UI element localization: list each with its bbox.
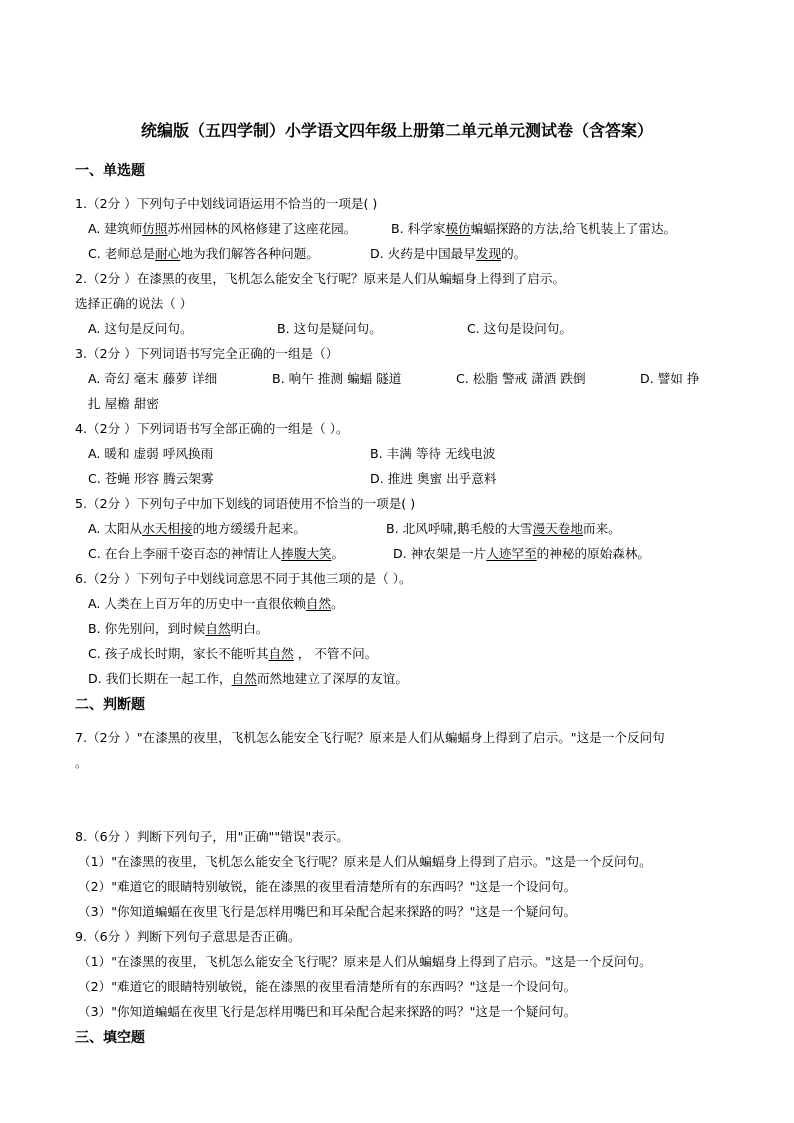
question-1-option-b: B. 科学家模仿蝙蝠探路的方法,给飞机装上了雷达。	[391, 221, 677, 236]
question-3-option-a: A. 奇幻 毫末 藤萝 详细	[88, 371, 218, 386]
question-2-stem: 2.（2分 ）在漆黑的夜里，飞机怎么能安全飞行呢？原来是人们从蝙蝠身上得到了启示。	[75, 271, 566, 286]
question-5-option-a: A. 太阳从水天相接的地方缓缓升起来。	[88, 521, 306, 536]
question-9-item-3: （3）"你知道蝙蝠在夜里飞行是怎样用嘴巴和耳朵配合起来探路的吗？"这是一个疑问句。	[78, 1004, 577, 1019]
question-9-item-1: （1）"在漆黑的夜里，飞机怎么能安全飞行呢？原来是人们从蝙蝠身上得到了启示。"这是一个反问句。	[78, 954, 652, 969]
question-6-stem: 6.（2分 ）下列句子中划线词意思不同于其他三项的是（ ）。	[75, 571, 412, 586]
question-2-option-a: A. 这句是反问句。	[88, 321, 193, 336]
question-5-stem: 5.（2分 ）下列句子中加下划线的词语使用不恰当的一项是( )	[75, 496, 416, 511]
question-1-stem: 1.（2分 ）下列句子中划线词语运用不恰当的一项是( )	[75, 196, 378, 211]
question-6-option-b: B. 你先别问，到时候自然明白。	[88, 621, 269, 636]
question-4-option-c: C. 苍蝇 形容 腾云架雾	[88, 471, 214, 486]
question-1-option-d: D. 火药是中国最早发现的。	[370, 246, 527, 261]
question-2-option-b: B. 这句是疑问句。	[277, 321, 382, 336]
section-heading-single-choice: 一、单选题	[75, 163, 145, 179]
question-4-option-d: D. 推进 奥蜜 出乎意料	[370, 471, 497, 486]
question-2-stem-line2: 选择正确的说法（ ）	[75, 296, 193, 311]
question-1-option-a: A. 建筑师仿照苏州园林的风格修建了这座花园。	[88, 221, 357, 236]
question-5-option-d: D. 神农架是一片人迹罕至的神秘的原始森林。	[393, 546, 650, 561]
question-3-option-b: B. 响午 推测 蝙蝠 隧道	[272, 371, 402, 386]
question-7-stem: 7.（2分 ）"在漆黑的夜里，飞机怎么能安全飞行呢？原来是人们从蝙蝠身上得到了启示。"这是一个反问句	[75, 730, 665, 745]
question-6-option-a: A. 人类在上百万年的历史中一直很依赖自然。	[88, 596, 344, 611]
question-3-stem: 3.（2分 ）下列词语书写完全正确的一组是（）	[75, 346, 339, 361]
question-4-option-a: A. 暖和 虚弱 呼风换雨	[88, 446, 214, 461]
section-heading-true-false: 二、判断题	[75, 697, 145, 713]
question-6-option-c: C. 孩子成长时期，家长不能听其自然 ， 不管不问。	[88, 646, 378, 661]
section-heading-fill-in: 三、填空题	[75, 1030, 145, 1046]
question-3-option-d: D. 譬如 挣	[640, 371, 700, 386]
question-5-option-c: C. 在台上李丽千姿百态的神情让人捧腹大笑。	[88, 546, 345, 561]
question-3-option-d-cont: 扎 屋檐 甜密	[88, 396, 159, 411]
question-6-option-d: D. 我们长期在一起工作，自然而然地建立了深厚的友谊。	[88, 671, 408, 686]
page-title: 统编版（五四学制）小学语文四年级上册第二单元单元测试卷（含答案）	[140, 121, 653, 140]
question-1-option-c: C. 老师总是耐心地为我们解答各种问题。	[88, 246, 319, 261]
question-8-item-2: （2）"难道它的眼睛特别敏锐，能在漆黑的夜里看清楚所有的东西吗？"这是一个设问句。	[78, 879, 577, 894]
question-9-stem: 9.（6分 ）判断下列句子意思是否正确。	[75, 929, 301, 944]
question-3-option-c: C. 松脂 警戒 潇酒 跌倒	[456, 371, 586, 386]
question-4-stem: 4.（2分 ）下列词语书写全部正确的一组是（ ）。	[75, 421, 349, 436]
question-4-option-b: B. 丰满 等待 无线电波	[370, 446, 496, 461]
question-8-stem: 8.（6分 ）判断下列句子，用"正确""错误"表示。	[75, 829, 349, 844]
question-7-stem-line2: 。	[75, 755, 88, 770]
question-8-item-1: （1）"在漆黑的夜里，飞机怎么能安全飞行呢？原来是人们从蝙蝠身上得到了启示。"这是一个反问句。	[78, 854, 652, 869]
question-5-option-b: B. 北风呼啸,鹅毛般的大雪漫天卷地而来。	[386, 521, 621, 536]
question-2-option-c: C. 这句是设问句。	[467, 321, 572, 336]
question-8-item-3: （3）"你知道蝙蝠在夜里飞行是怎样用嘴巴和耳朵配合起来探路的吗？"这是一个疑问句。	[78, 904, 577, 919]
question-9-item-2: （2）"难道它的眼睛特别敏锐，能在漆黑的夜里看清楚所有的东西吗？"这是一个设问句。	[78, 979, 577, 994]
